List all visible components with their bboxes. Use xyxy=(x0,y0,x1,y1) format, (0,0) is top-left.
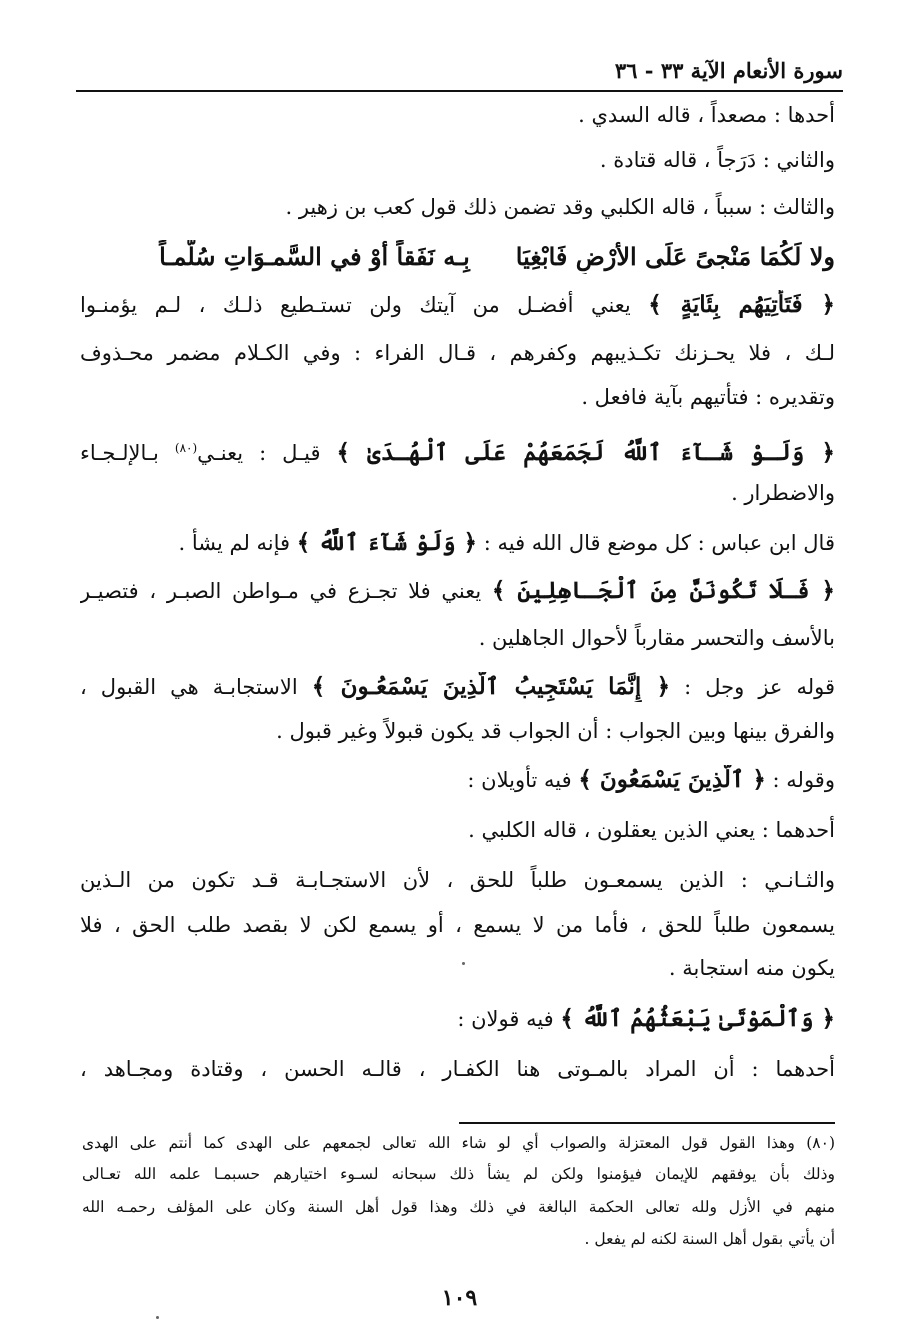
page-number: ١٠٩ xyxy=(441,1285,478,1311)
text-line: والثـانـي : الذين يسمعـون طلباً للحق ، لأن الاستجـابـة قـد تكون من الـذين xyxy=(80,868,835,892)
text-line: أحدها : مصعداً ، قاله السدي . xyxy=(578,103,835,127)
quran-quote: ﴿ وَلَوْ شَآءَ ٱللَّهُ ﴾ xyxy=(296,529,478,556)
text-line: أحدهما : أن المراد بالمـوتى هنا الكفـار ، قالـه الحسن ، وقتادة ومجـاهد ، xyxy=(80,1057,835,1081)
text-line: وتقديره : فتأتيهم بآية فافعل . xyxy=(581,385,835,409)
text-line: والثالث : سبباً ، قاله الكلبي وقد تضمن ذلك قول كعب بن زهير . xyxy=(285,195,835,219)
text-line: لـك ، فلا يحـزنك تكـذيبهم وكفرهم ، قـال الفراء : وفي الكـلام مضمر محـذوف xyxy=(80,341,835,365)
quran-quote: ﴿ إِنَّمَا يَسْتَجِيبُ ٱلَّذِينَ يَسْمَعُـونَ ﴾ xyxy=(311,673,671,700)
footnote-rule xyxy=(459,1122,835,1124)
scan-speck xyxy=(156,1316,159,1319)
text-line: أحدهما : يعني الذين يعقلون ، قاله الكلبي . xyxy=(468,818,835,842)
text-line: يسمعون طلباً للحق ، فأما من لا يسمع ، أو يسمع لكن لا بقصد طلب الحق ، فلا xyxy=(80,913,835,937)
text-line: ﴿ وَٱلْمَوْتَىٰ يَبْعَثُهُمُ ٱللَّهُ ﴾ فيه قولان : xyxy=(457,1005,835,1032)
scan-speck xyxy=(462,962,465,965)
quran-quote: ﴿ فَتَأْتِيَهُم بِئَايَةٍ ﴾ xyxy=(648,291,835,318)
footnote-marker: (٨٠) xyxy=(174,441,198,455)
verse-second-hemistich: بِـه نَفَقاً أوْ في السَّمـوَاتِ سُلَّمـاً xyxy=(159,242,470,271)
footnote-line: وذلك بأن يوفقهم للإيمان فيؤمنوا ولكن لم يشأ ذلك سبحانه لسـوء اختيارهم حسبمـا علمه الله تعـالى xyxy=(82,1165,835,1183)
text-line: ﴿ فَـلَا تَكُونَنَّ مِنَ ٱلْجَـاهِلِينَ ﴾ يعني فلا تجـزع في مـواطن الصبـر ، فتصيـر xyxy=(80,577,835,604)
footnote-line: (٨٠) وهذا القول قول المعتزلة والصواب أي لو شاء الله تعالى لجمعهم على الهدى كما أنتم على الهدى xyxy=(82,1134,835,1152)
text-line: قوله عز وجل : ﴿ إِنَّمَا يَسْتَجِيبُ ٱلَّذِينَ يَسْمَعُـونَ ﴾ الاستجابـة هي القبول ، xyxy=(80,673,835,700)
quran-quote: ﴿ وَٱلْمَوْتَىٰ يَبْعَثُهُمُ ٱللَّهُ ﴾ xyxy=(560,1005,835,1032)
quran-quote: ﴿ فَـلَا تَكُونَنَّ مِنَ ٱلْجَـاهِلِينَ ﴾ xyxy=(491,577,835,604)
verse-first-hemistich: ولا لَكُمَا مَنْجىً عَلَى الأرْضِ فَابْغِيَا xyxy=(515,242,835,271)
poetry-verse xyxy=(80,240,835,274)
text-line: ﴿ وَلَـوْ شَـآءَ ٱللَّهُ لَجَمَعَهُمْ عَلَى ٱلْهُـدَىٰ ﴾ قيـل : يعنـي$^{(٨٠)}$ بـالإلـجـاء xyxy=(80,439,835,466)
text-line: والاضطرار . xyxy=(731,481,835,505)
text-line: ﴿ فَتَأْتِيَهُم بِئَايَةٍ ﴾ يعني أفضـل من آيتك ولن تستـطيع ذلـك ، لـم يؤمنـوا xyxy=(80,291,835,318)
quran-quote: ﴿ وَلَـوْ شَـآءَ ٱللَّهُ لَجَمَعَهُمْ عَلَى ٱلْهُـدَىٰ ﴾ xyxy=(336,439,835,466)
header-rule xyxy=(76,90,843,92)
text-line: والثاني : دَرَجاً ، قاله قتادة . xyxy=(599,148,835,172)
running-header xyxy=(76,52,843,92)
footnote-line: أن يأتي بقول أهل السنة لكنه لم يفعل . xyxy=(584,1230,835,1248)
text-line: يكون منه استجابة . xyxy=(668,956,835,980)
text-line: بالأسف والتحسر مقارباً لأحوال الجاهلين . xyxy=(478,626,835,650)
quran-quote: ﴿ ٱلَّذِينَ يَسْمَعُونَ ﴾ xyxy=(578,766,766,793)
text-line: قال ابن عباس : كل موضع قال الله فيه : ﴿ وَلَوْ شَآءَ ٱللَّهُ ﴾ فإنه لم يشأ . xyxy=(178,529,835,556)
text-line: وقوله : ﴿ ٱلَّذِينَ يَسْمَعُونَ ﴾ فيه تأويلان : xyxy=(467,766,835,793)
running-header-title: سورة الأنعام الآية ٣٣ - ٣٦ xyxy=(614,58,843,83)
footnote-line: منهم في الأزل ولله تعالى الحكمة البالغة في ذلك وهذا قول أهل السنة وكان على المؤلف رحمـه الله xyxy=(82,1198,835,1216)
text-line: والفرق بينها وبين الجواب : أن الجواب قد يكون قبولاً وغير قبول . xyxy=(276,719,835,743)
